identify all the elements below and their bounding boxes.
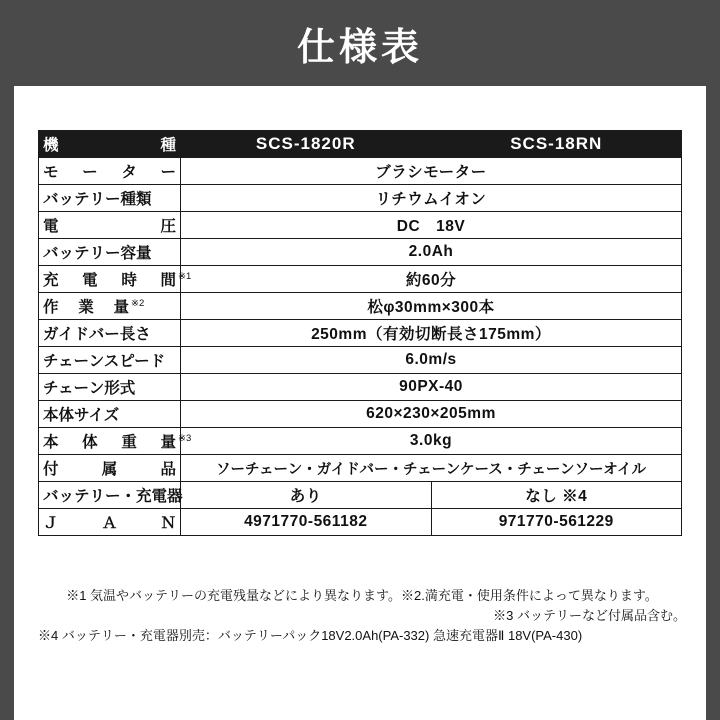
row-label-work-volume: 作 業 量 $^{※2}$ <box>39 293 181 320</box>
header-cell-model-label: 機 種 <box>39 131 181 158</box>
spec-table-body <box>39 131 682 536</box>
right-side-band <box>706 0 720 720</box>
row-label-battery-charger: バッテリー・充電器 <box>39 482 181 509</box>
table-row <box>39 266 682 293</box>
page-title: 仕様表 <box>296 26 423 69</box>
row-value-motor: ブラシモーター <box>181 158 682 185</box>
row-value-charge-time: 約60分 <box>181 266 682 293</box>
row-label-guide-bar-length: ガイドバー長さ <box>39 320 181 347</box>
row-label-voltage: 電 圧 <box>39 212 181 239</box>
spec-table <box>38 130 682 536</box>
table-row <box>39 158 682 185</box>
table-row <box>39 239 682 266</box>
footnote-line-3: ※4 バッテリー・充電器別売：バッテリーパック18V2.0Ah(PA-332) 急速充電器Ⅱ 18V(PA-430) <box>38 628 583 644</box>
row-label-accessories: 付 属 品 <box>39 455 181 482</box>
title-bar <box>0 0 720 86</box>
row-label-body-weight: 本 体 重 量 $^{※3}$ <box>39 428 181 455</box>
row-value-battery-charger-1: あり <box>181 482 432 509</box>
row-label-chain-type: チェーン形式 <box>39 374 181 401</box>
row-value-work-volume: 松φ30mm×300本 <box>181 293 682 320</box>
table-row <box>39 293 682 320</box>
header-cell-model-2: SCS-18RN <box>431 131 682 158</box>
table-row <box>39 212 682 239</box>
row-label-chain-speed: チェーンスピード <box>39 347 181 374</box>
row-value-chain-speed: 6.0m/s <box>181 347 682 374</box>
row-value-guide-bar-length: 250mm（有効切断長さ175mm） <box>181 320 682 347</box>
row-value-battery-type: リチウムイオン <box>181 185 682 212</box>
row-label-charge-time: 充 電 時 間 $^{※1}$ <box>39 266 181 293</box>
row-value-jan-2: 971770-561229 <box>431 509 682 536</box>
left-side-band <box>0 0 14 720</box>
header-cell-model-1: SCS-1820R <box>181 131 432 158</box>
footnote-line-1: ※1 気温やバッテリーの充電残量などにより異なります。※2.満充電・使用条件によって異なります。 <box>66 588 658 603</box>
table-row <box>39 320 682 347</box>
table-row <box>39 455 682 482</box>
table-row <box>39 482 682 509</box>
footnote-marker: ※1 <box>178 270 192 282</box>
table-header-row <box>39 131 682 158</box>
row-value-body-size: 620×230×205mm <box>181 401 682 428</box>
row-value-accessories: ソーチェーン・ガイドバー・チェーンケース・チェーンソーオイル <box>181 455 682 482</box>
table-row <box>39 185 682 212</box>
row-value-chain-type: 90PX-40 <box>181 374 682 401</box>
table-row <box>39 374 682 401</box>
row-label-motor: モ ー タ ー <box>39 158 181 185</box>
row-label-body-size: 本体サイズ <box>39 401 181 428</box>
footnote-line-2: ※3 バッテリーなど付属品含む。 <box>493 608 686 624</box>
row-value-battery-charger-2: なし ※4 <box>431 482 682 509</box>
table-row <box>39 347 682 374</box>
table-row <box>39 401 682 428</box>
footnote-marker: ※2 <box>131 297 145 309</box>
table-row <box>39 428 682 455</box>
footnotes <box>38 586 686 646</box>
row-label-jan: Ｊ Ａ Ｎ <box>39 509 181 536</box>
row-value-battery-capacity: 2.0Ah <box>181 239 682 266</box>
row-label-battery-capacity: バッテリー容量 <box>39 239 181 266</box>
row-value-voltage: DC 18V <box>181 212 682 239</box>
footnote-marker: ※3 <box>178 432 192 444</box>
table-row <box>39 509 682 536</box>
row-label-battery-type: バッテリー種類 <box>39 185 181 212</box>
row-value-body-weight: 3.0kg <box>181 428 682 455</box>
row-value-jan-1: 4971770-561182 <box>181 509 432 536</box>
content-area <box>14 86 706 720</box>
